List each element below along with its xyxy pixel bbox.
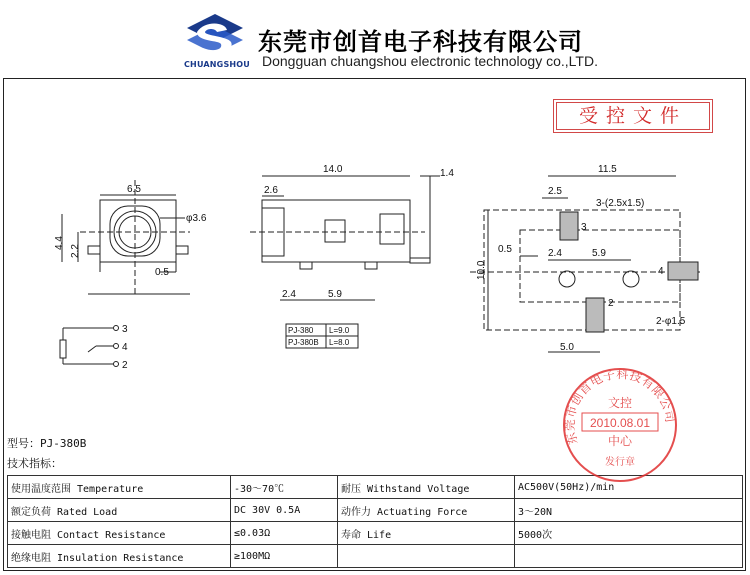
dim-pcb-a: 2.5 [548, 186, 562, 197]
schematic-pin-4: 4 [122, 342, 128, 353]
spec-value: ≥100MΩ [231, 545, 338, 568]
pad-note: 3-(2.5x1.5) [596, 198, 645, 209]
dim-pcb-d: 5.9 [592, 248, 606, 259]
logo-text: CHUANGSHOU [183, 60, 251, 69]
stamp-date: 2010.08.01 [589, 416, 651, 430]
dim-pcb-w: 11.5 [598, 164, 617, 175]
spec-key: 使用温度范围 Temperature [8, 476, 231, 499]
spec-value: 3～20N [515, 499, 743, 522]
dim-pcb-b: 0.5 [498, 244, 512, 255]
spec-key: 动作力 Actuating Force [338, 499, 515, 522]
pin-schematic [60, 326, 119, 367]
table-row [8, 545, 743, 568]
stamp-line2: 中心 [607, 434, 633, 448]
schematic-pin-3: 3 [122, 324, 128, 335]
pcb-pin-2: 2 [608, 298, 614, 309]
length-table-model-0: PJ-380 [288, 326, 314, 335]
controlled-document-label: 受控文件 [556, 102, 710, 130]
pcb-pin-4: 4 [658, 266, 664, 277]
spec-value: AC500V(50Hz)/min [515, 476, 743, 499]
stamp-line3: 发行章 [605, 457, 635, 468]
spec-key: 绝缘电阻 Insulation Resistance [8, 545, 231, 568]
spec-key [338, 545, 515, 568]
dim-pcb-h: 10.0 [476, 260, 487, 280]
dim-front-width: 6.5 [127, 184, 141, 195]
dim-front-dia: φ3.6 [186, 213, 207, 224]
length-table-len-0: L=9.0 [329, 326, 350, 335]
dim-front-h1: 4.4 [54, 236, 65, 250]
company-stamp [560, 365, 680, 485]
company-name-en: Dongguan chuangshou electronic technology co.,LTD. [262, 53, 598, 69]
schematic-pin-2: 2 [122, 360, 128, 371]
spec-value: 5000次 [515, 522, 743, 545]
dim-pcb-hole: 2-φ1.5 [656, 316, 686, 327]
specs-label: 技术指标： [7, 457, 62, 470]
spec-key: 寿命 Life [338, 522, 515, 545]
table-row [8, 522, 743, 545]
spec-value: -30～70℃ [231, 476, 338, 499]
stamp-line1: 文控 [607, 396, 633, 410]
dim-side-b: 1.4 [440, 168, 454, 179]
dim-side-c: 2.4 [282, 289, 296, 300]
dim-front-pad: 0.5 [155, 267, 169, 278]
dim-front-h2: 2.2 [70, 244, 81, 258]
side-view [250, 176, 440, 300]
spec-value: DC 30V 0.5A [231, 499, 338, 522]
spec-value [515, 545, 743, 568]
dim-side-a: 2.6 [264, 185, 278, 196]
pcb-pin-3: 3 [581, 222, 587, 233]
spec-key: 接触电阻 Contact Resistance [8, 522, 231, 545]
length-table-len-1: L=8.0 [329, 338, 350, 347]
company-name-cn: 东莞市创首电子科技有限公司 [258, 27, 583, 56]
dim-pcb-c: 2.4 [548, 248, 562, 259]
stamp-ring-text: 东莞市创首电子科技有限公司 [562, 366, 678, 447]
dim-pcb-e: 5.0 [560, 342, 574, 353]
specs-table [7, 475, 743, 568]
spec-key: 耐压 Withstand Voltage [338, 476, 515, 499]
length-table-model-1: PJ-380B [288, 338, 319, 347]
spec-key: 额定负荷 Rated Load [8, 499, 231, 522]
front-view [62, 180, 190, 295]
table-row [8, 499, 743, 522]
dim-side-len: 14.0 [323, 164, 343, 175]
spec-value: ≤0.03Ω [231, 522, 338, 545]
dim-side-d: 5.9 [328, 289, 342, 300]
model-number: 型号：PJ-380B [7, 437, 87, 450]
